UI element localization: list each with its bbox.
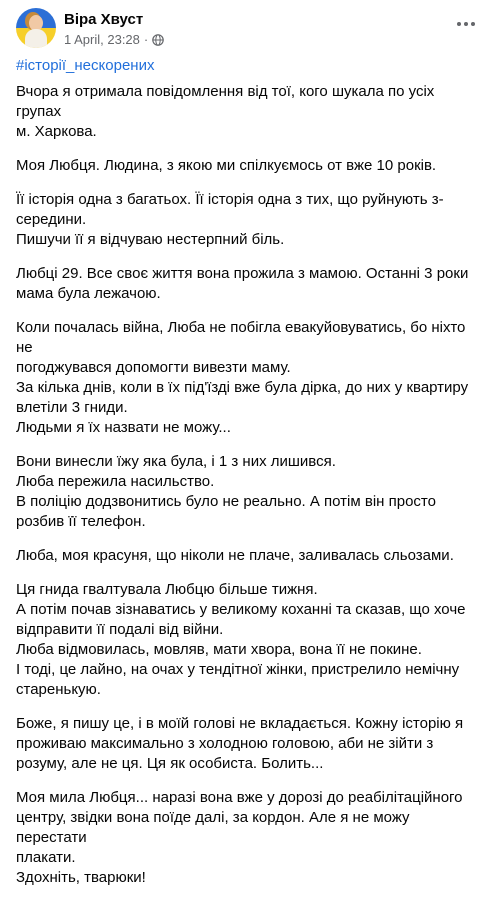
text-line: старенькую.: [16, 681, 101, 698]
text-line: відправити її подалі від війни.: [16, 621, 224, 638]
paragraph: [16, 156, 478, 176]
text-line: Людьми я їх назвати не можу...: [16, 419, 231, 436]
text-line: Ця гнида гвалтувала Любцю більше тижня.: [16, 581, 318, 598]
text-line: Люба пережила насильство.: [16, 473, 215, 490]
paragraph: [16, 788, 478, 888]
post-meta: [64, 32, 164, 48]
text-line: Моя Любця. Людина, з якою ми спілкуємось от вже 10 років.: [16, 157, 437, 174]
text-line: мама була лежачою.: [16, 285, 161, 302]
text-line: І тоді, це лайно, на очах у тендітної жінки, пристрелило немічну: [16, 661, 460, 678]
text-line: А потім почав зізнаватись у великому коханні та сказав, що хоче: [16, 601, 466, 618]
text-line: Коли почалась війна, Люба не побігла евакуйовуватись, бо ніхто не: [16, 319, 466, 356]
text-line: Вчора я отримала повідомлення від тої, кого шукала по усіх групах: [16, 83, 435, 120]
text-line: плакати.: [16, 849, 76, 866]
hashtag-link[interactable]: #історії_нескорених: [16, 57, 155, 74]
paragraph: [16, 264, 478, 304]
text-line: розуму, але не ця. Ця як особиста. Болить...: [16, 755, 324, 772]
text-line: розбив її телефон.: [16, 513, 146, 530]
paragraph: [16, 580, 478, 700]
text-line: Люба відмовилась, мовляв, мати хвора, вона її не покине.: [16, 641, 422, 658]
author-name[interactable]: Віра Хвуст: [64, 11, 144, 28]
text-line: За кілька днів, коли в їх під'їзді вже була дірка, до них у квартиру: [16, 379, 469, 396]
text-line: Любці 29. Все своє життя вона прожила з мамою. Останні 3 роки: [16, 265, 469, 282]
text-line: В поліцію додзвонитись було не реально. А потім він просто: [16, 493, 436, 510]
globe-icon: [152, 34, 164, 46]
separator-dot: ·: [143, 32, 149, 47]
dot-icon: [457, 22, 461, 26]
text-line: погоджувався допомогти вивезти маму.: [16, 359, 291, 376]
dot-icon: [471, 22, 475, 26]
text-line: Пишучи її я відчуваю нестерпний біль.: [16, 231, 285, 248]
avatar-body: [25, 29, 47, 48]
text-line: центру, звідки вона поїде далі, за кордон. Але я не можу перестати: [16, 809, 410, 846]
text-line: влетіли 3 гниди.: [16, 399, 128, 416]
text-line: Люба, моя красуня, що ніколи не плаче, заливалась сльозами.: [16, 547, 454, 564]
paragraph: [16, 318, 478, 438]
text-line: Її історія одна з багатьох. Її історія одна з тих, що руйнують з-: [16, 191, 444, 208]
paragraph: [16, 452, 478, 532]
text-line: Вони винесли їжу яка була, і 1 з них лишився.: [16, 453, 336, 470]
text-line: проживаю максимально з холодною головою, аби не зійти з: [16, 735, 434, 752]
more-options-button[interactable]: [454, 14, 478, 34]
paragraph: [16, 714, 478, 774]
text-line: Боже, я пишу це, і в моїй голові не вкладається. Кожну історію я: [16, 715, 464, 732]
text-line: Моя мила Любця... наразі вона вже у дорозі до реабілітаційного: [16, 789, 463, 806]
text-line: Здохніть, тварюки!: [16, 869, 146, 886]
text-line: м. Харкова.: [16, 123, 97, 140]
post-date[interactable]: 1 April, 23:28: [64, 32, 140, 47]
dot-icon: [464, 22, 468, 26]
text-line: середини.: [16, 211, 87, 228]
paragraph: [16, 546, 478, 566]
avatar[interactable]: [16, 8, 56, 48]
paragraph: [16, 190, 478, 250]
post-header: [16, 8, 482, 52]
paragraph: [16, 82, 478, 142]
post-text: [16, 82, 478, 902]
